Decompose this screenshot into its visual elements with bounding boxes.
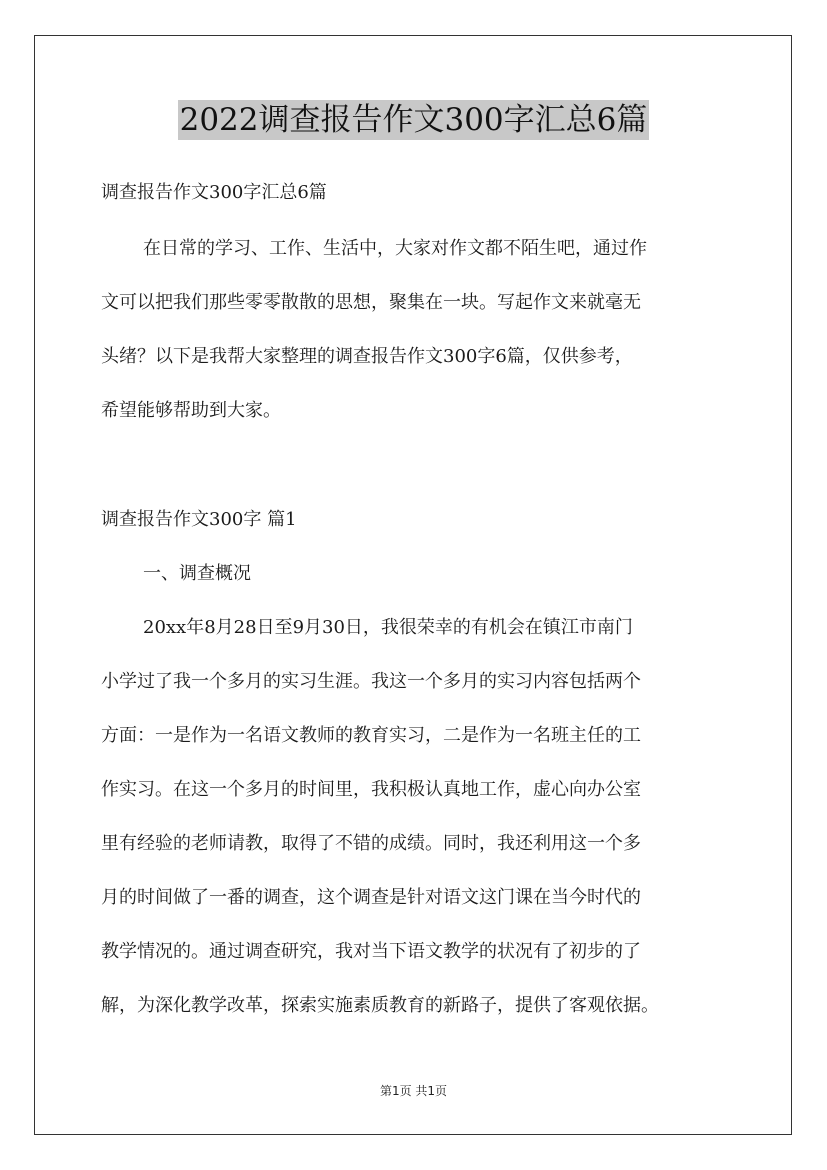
body-line: 20xx年8月28日至9月30日，我很荣幸的有机会在镇江市南门 — [143, 617, 633, 638]
body-line: 教学情况的。通过调查研究，我对当下语文教学的状况有了初步的了 — [101, 941, 641, 962]
document-title: 2022调查报告作文300字汇总6篇 — [179, 102, 648, 138]
intro-line: 文可以把我们那些零零散散的思想，聚集在一块。写起作文来就毫无 — [101, 292, 641, 313]
body-line: 解，为深化教学改革，探索实施素质教育的新路子，提供了客观依据。 — [101, 995, 659, 1016]
intro-line: 头绪？以下是我帮大家整理的调查报告作文300字6篇，仅供参考， — [101, 346, 633, 367]
body-line: 里有经验的老师请教，取得了不错的成绩。同时，我还利用这一个多 — [101, 833, 641, 854]
body-line: 方面：一是作为一名语文教师的教育实习，二是作为一名班主任的工 — [101, 725, 641, 746]
body-line: 作实习。在这一个多月的时间里，我积极认真地工作，虚心向办公室 — [101, 779, 641, 800]
page-footer: 第1页 共1页 — [379, 1084, 448, 1098]
title-container — [0, 100, 827, 140]
document-subtitle: 调查报告作文300字汇总6篇 — [101, 182, 327, 203]
intro-line: 在日常的学习、工作、生活中，大家对作文都不陌生吧，通过作 — [143, 238, 647, 259]
subsection-heading: 一、调查概况 — [143, 563, 251, 584]
body-line: 小学过了我一个多月的实习生涯。我这一个多月的实习内容包括两个 — [101, 671, 641, 692]
intro-line: 希望能够帮助到大家。 — [101, 400, 281, 421]
section-heading: 调查报告作文300字 篇1 — [101, 509, 297, 530]
body-line: 月的时间做了一番的调查，这个调查是针对语文这门课在当今时代的 — [101, 887, 641, 908]
